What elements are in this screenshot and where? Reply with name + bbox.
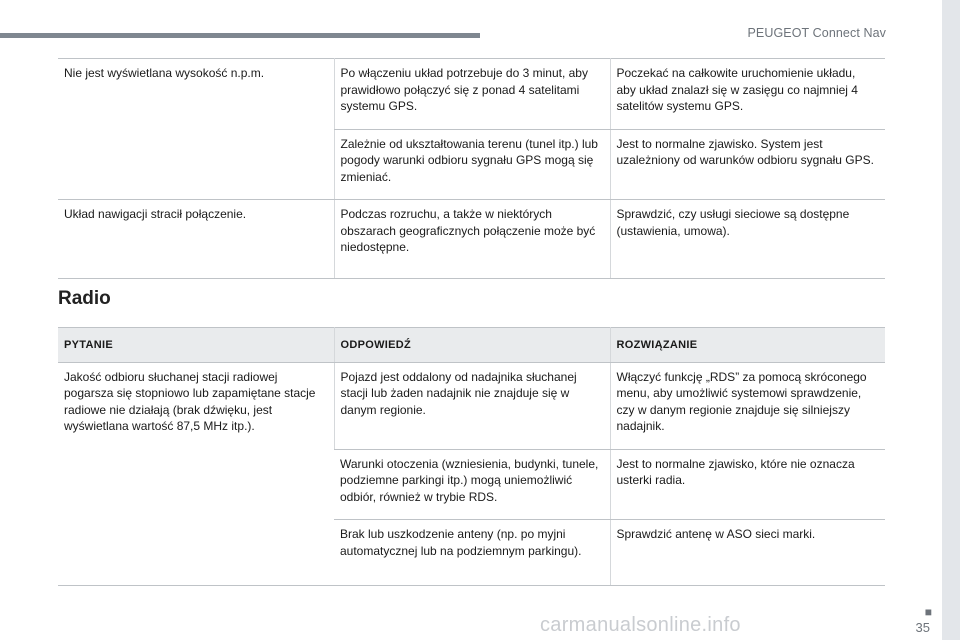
table-cell: Układ nawigacji stracił połączenie.	[58, 200, 334, 279]
question-cell: Jakość odbioru słuchanej stacji radiowej pogarsza się stopniowo lub zapamiętane stacje radiowe nie działają (brak dźwięku, jest wyświetlana wartość 87,5 MHz itp.).	[58, 362, 334, 586]
document-title: PEUGEOT Connect Nav	[747, 26, 886, 40]
table-cell: Jest to normalne zjawisko, które nie oznacza usterki radia.	[610, 449, 885, 520]
table-row	[58, 59, 885, 130]
table-row	[58, 362, 885, 449]
table-cell: Zależnie od ukształtowania terenu (tunel itp.) lub pogody warunki odbioru sygnału GPS mogą się zmieniać.	[334, 129, 610, 200]
column-header-question: PYTANIE	[58, 328, 334, 363]
table-cell: Nie jest wyświetlana wysokość n.p.m.	[64, 66, 265, 80]
table-cell: Podczas rozruchu, a także w niektórych obszarach geograficznych połączenie może być niedostępne.	[334, 200, 610, 279]
header-rule	[0, 33, 480, 38]
column-header-answer: ODPOWIEDŹ	[334, 328, 610, 363]
table-cell: Włączyć funkcję „RDS” za pomocą skróconego menu, aby umożliwić systemowi sprawdzenie, czy w danym regionie znajduje się silniejszy nadajnik.	[610, 362, 885, 449]
table-cell: Pojazd jest oddalony od nadajnika słuchanej stacji lub żaden nadajnik nie znajduje się w danym regionie.	[334, 362, 610, 449]
table-cell: Warunki otoczenia (wzniesienia, budynki, tunele, podziemne parkingi itp.) mogą uniemożliwić odbiór, również w trybie RDS.	[334, 449, 610, 520]
table-cell: Jest to normalne zjawisko. System jest uzależniony od warunków odbioru sygnału GPS.	[610, 129, 885, 200]
side-margin-bar	[942, 0, 960, 640]
table-cell: Po włączeniu układ potrzebuje do 3 minut, aby prawidłowo połączyć się z ponad 4 satelitami systemu GPS.	[334, 59, 610, 130]
watermark: carmanualsonline.info	[540, 614, 741, 636]
table-header-row	[58, 328, 885, 363]
column-header-solution: ROZWIĄZANIE	[610, 328, 885, 363]
page-number: 35	[915, 620, 930, 635]
table-row	[58, 200, 885, 279]
section-title-radio: Radio	[58, 288, 111, 309]
table-cell: Sprawdzić, czy usługi sieciowe są dostępne (ustawienia, umowa).	[610, 200, 885, 279]
table-cell: Sprawdzić antenę w ASO sieci marki.	[610, 520, 885, 586]
gps-troubleshooting-table	[58, 58, 885, 279]
table-cell: Poczekać na całkowite uruchomienie układu, aby układ znalazł się w zasięgu co najmniej 4 satelitów systemu GPS.	[610, 59, 885, 130]
table-cell	[58, 129, 334, 200]
page-marker: ■	[924, 605, 932, 619]
table-cell: Brak lub uszkodzenie anteny (np. po myjni automatycznej lub na podziemnym parkingu).	[334, 520, 610, 586]
table-row	[58, 129, 885, 200]
radio-troubleshooting-table	[58, 327, 885, 586]
